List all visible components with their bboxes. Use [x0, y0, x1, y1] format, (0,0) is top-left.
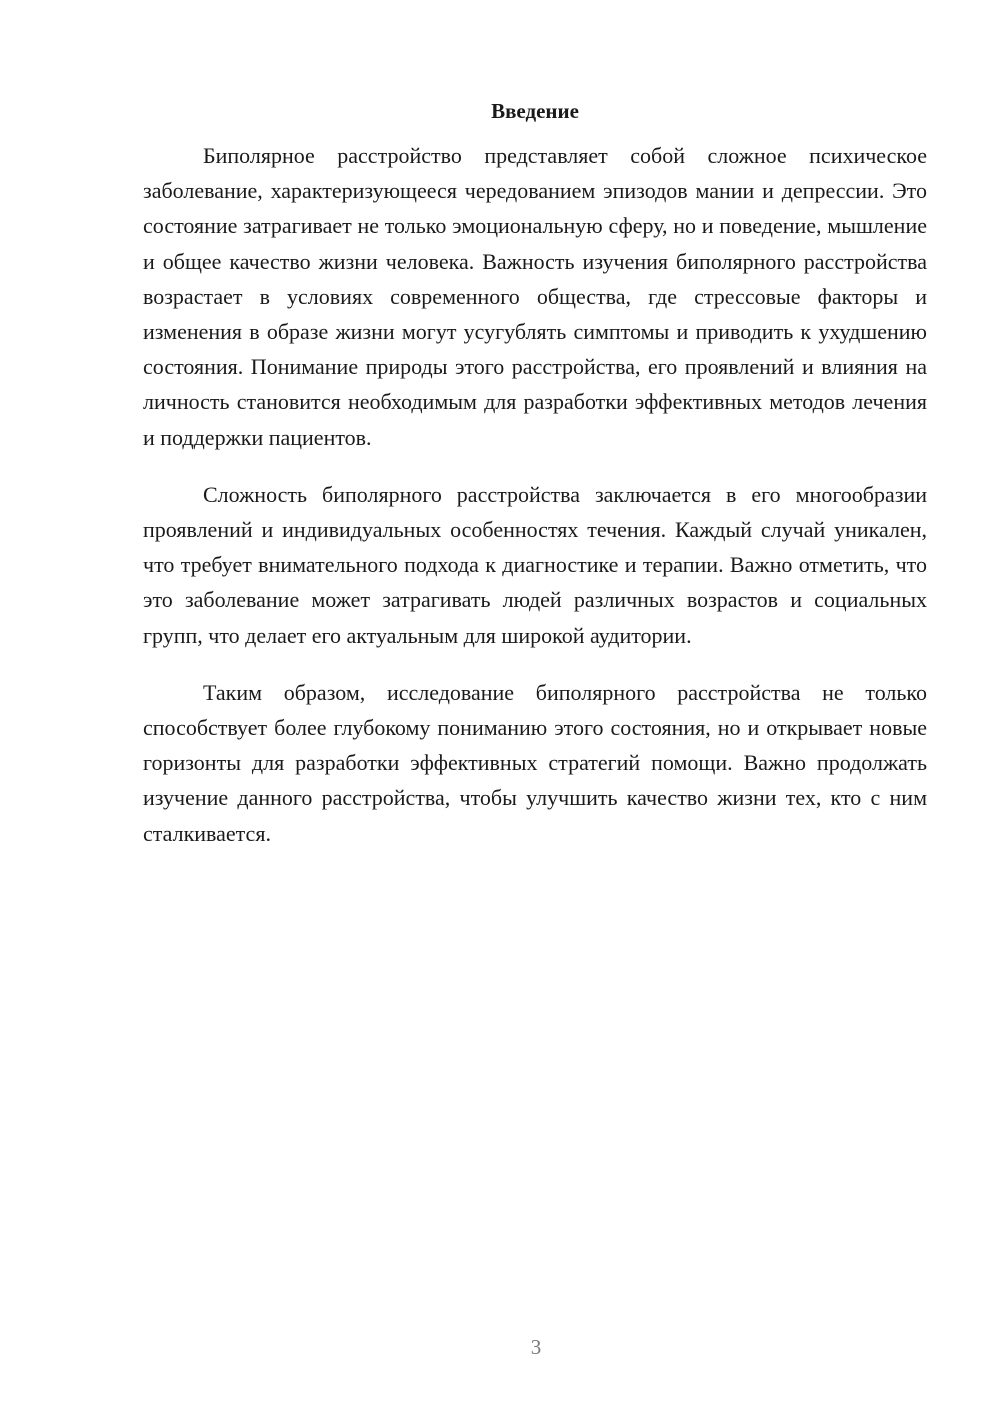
section-heading: Введение: [491, 99, 579, 123]
paragraph-2: Сложность биполярного расстройства заключается в его многообразии проявлений и индивидуальных особенностях течения. Каждый случай уникален, что требует внимательного подхода к диагностике и терапии. Важно отметить, что это заболевание может затрагивать людей различных возрастов и социальных групп, что делает его актуальным для широкой аудитории.: [143, 481, 927, 648]
page-number: 3: [530, 1335, 542, 1359]
page-content: [143, 96, 927, 873]
paragraph-3: Таким образом, исследование биполярного расстройства не только способствует более глубокому пониманию этого состояния, но и открывает новые горизонты для разработки эффективных стратегий помощи. Важно продолжать изучение данного расстройства, чтобы улучшить качество жизни тех, кто с ним сталкивается.: [143, 679, 927, 846]
paragraph-1: Биполярное расстройство представляет собой сложное психическое заболевание, характеризующееся чередованием эпизодов мании и депрессии. Это состояние затрагивает не только эмоциональную сферу, но и поведение, мышление и общее качество жизни человека. Важность изучения биполярного расстройства возрастает в условиях современного общества, где стрессовые факторы и изменения в образе жизни могут усугублять симптомы и приводить к ухудшению состояния. Понимание природы этого расстройства, его проявлений и влияния на личность становится необходимым для разработки эффективных методов лечения и поддержки пациентов.: [143, 143, 927, 450]
